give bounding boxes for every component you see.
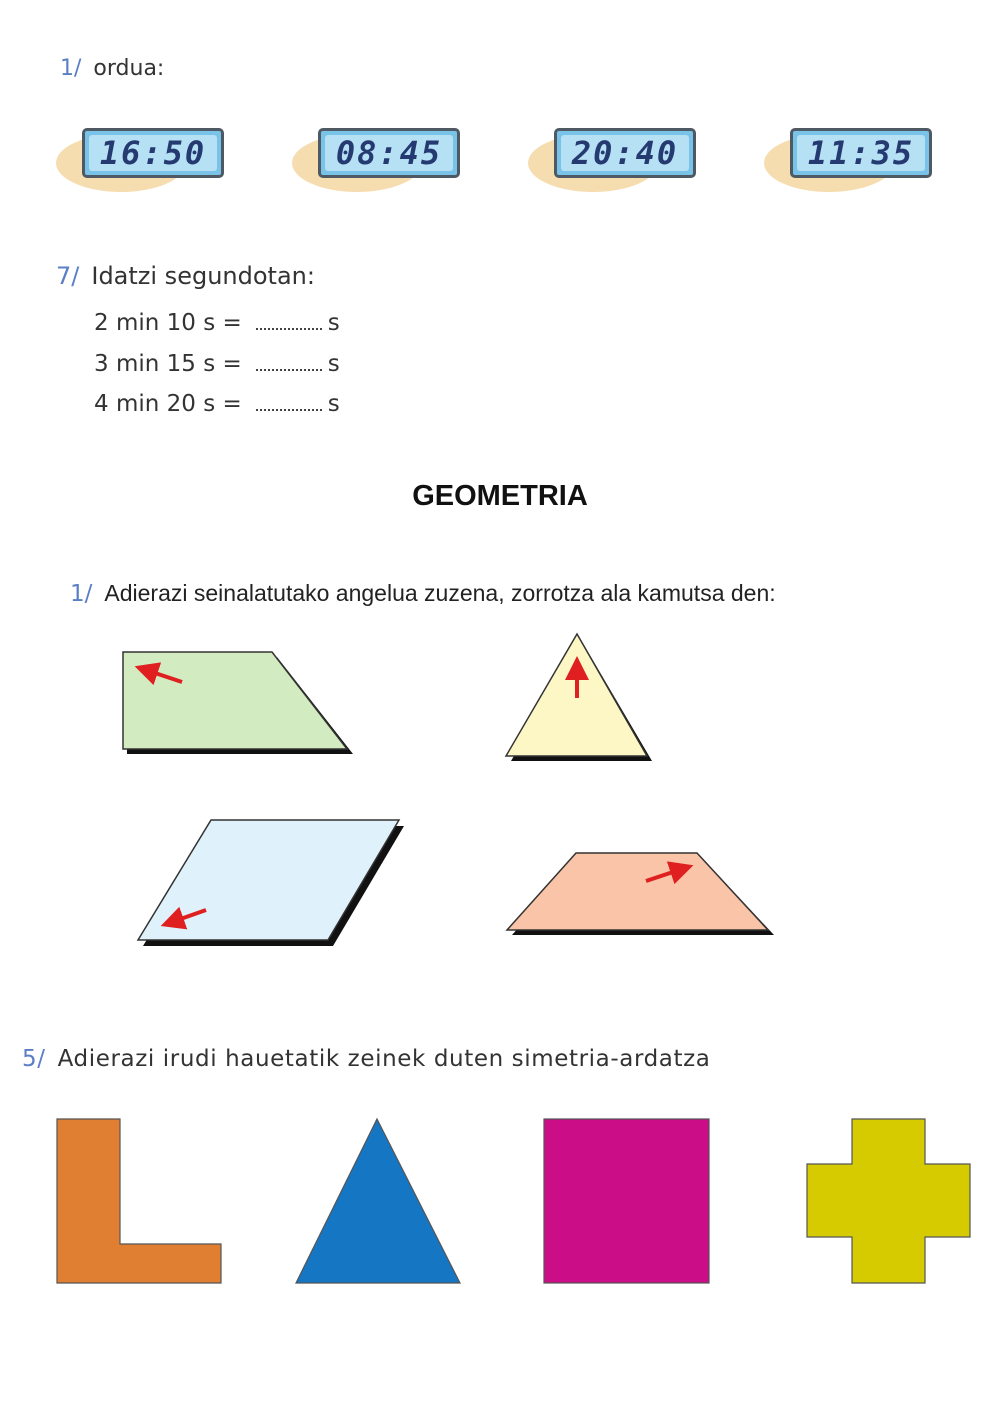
exercise-number: 5/ — [22, 1046, 46, 1072]
conversion-expression: 3 min 15 s = — [94, 351, 242, 377]
clock-time: 08:45 — [325, 135, 453, 171]
clock-time: 16:50 — [89, 135, 217, 171]
exercise-number: 1/ — [70, 581, 93, 607]
triangle-shape — [506, 634, 652, 761]
clock-time: 20:40 — [561, 135, 689, 171]
parallelogram-shape — [138, 820, 404, 946]
exercise-number: 7/ — [56, 262, 80, 290]
section-title: GEOMETRIA — [412, 480, 588, 512]
right-trapezoid-shape — [123, 652, 353, 754]
unit-label: s — [327, 351, 340, 377]
exercise-title: Adierazi irudi hauetatik zeinek duten simetria-ardatza — [57, 1046, 711, 1072]
trapezoid-fill — [507, 853, 768, 930]
unit-label: s — [327, 391, 340, 417]
magenta-square — [544, 1119, 709, 1283]
exercise-title: Idatzi segundotan: — [91, 262, 315, 290]
conversion-expression: 2 min 10 s = — [94, 310, 242, 336]
conversion-expression: 4 min 20 s = — [94, 391, 242, 417]
l-shape — [57, 1119, 221, 1283]
exercise-title: ordua: — [93, 56, 165, 81]
unit-label: s — [327, 310, 340, 336]
isosceles-trapezoid-shape — [507, 853, 774, 935]
trapezoid-fill — [123, 652, 347, 749]
clock-time: 11:35 — [797, 135, 925, 171]
exercise-number: 1/ — [60, 56, 82, 81]
cross-shape — [807, 1119, 970, 1283]
exercise-title: Adierazi seinalatutako angelua zuzena, zorrotza ala kamutsa den: — [104, 580, 776, 606]
blue-triangle — [296, 1119, 460, 1283]
